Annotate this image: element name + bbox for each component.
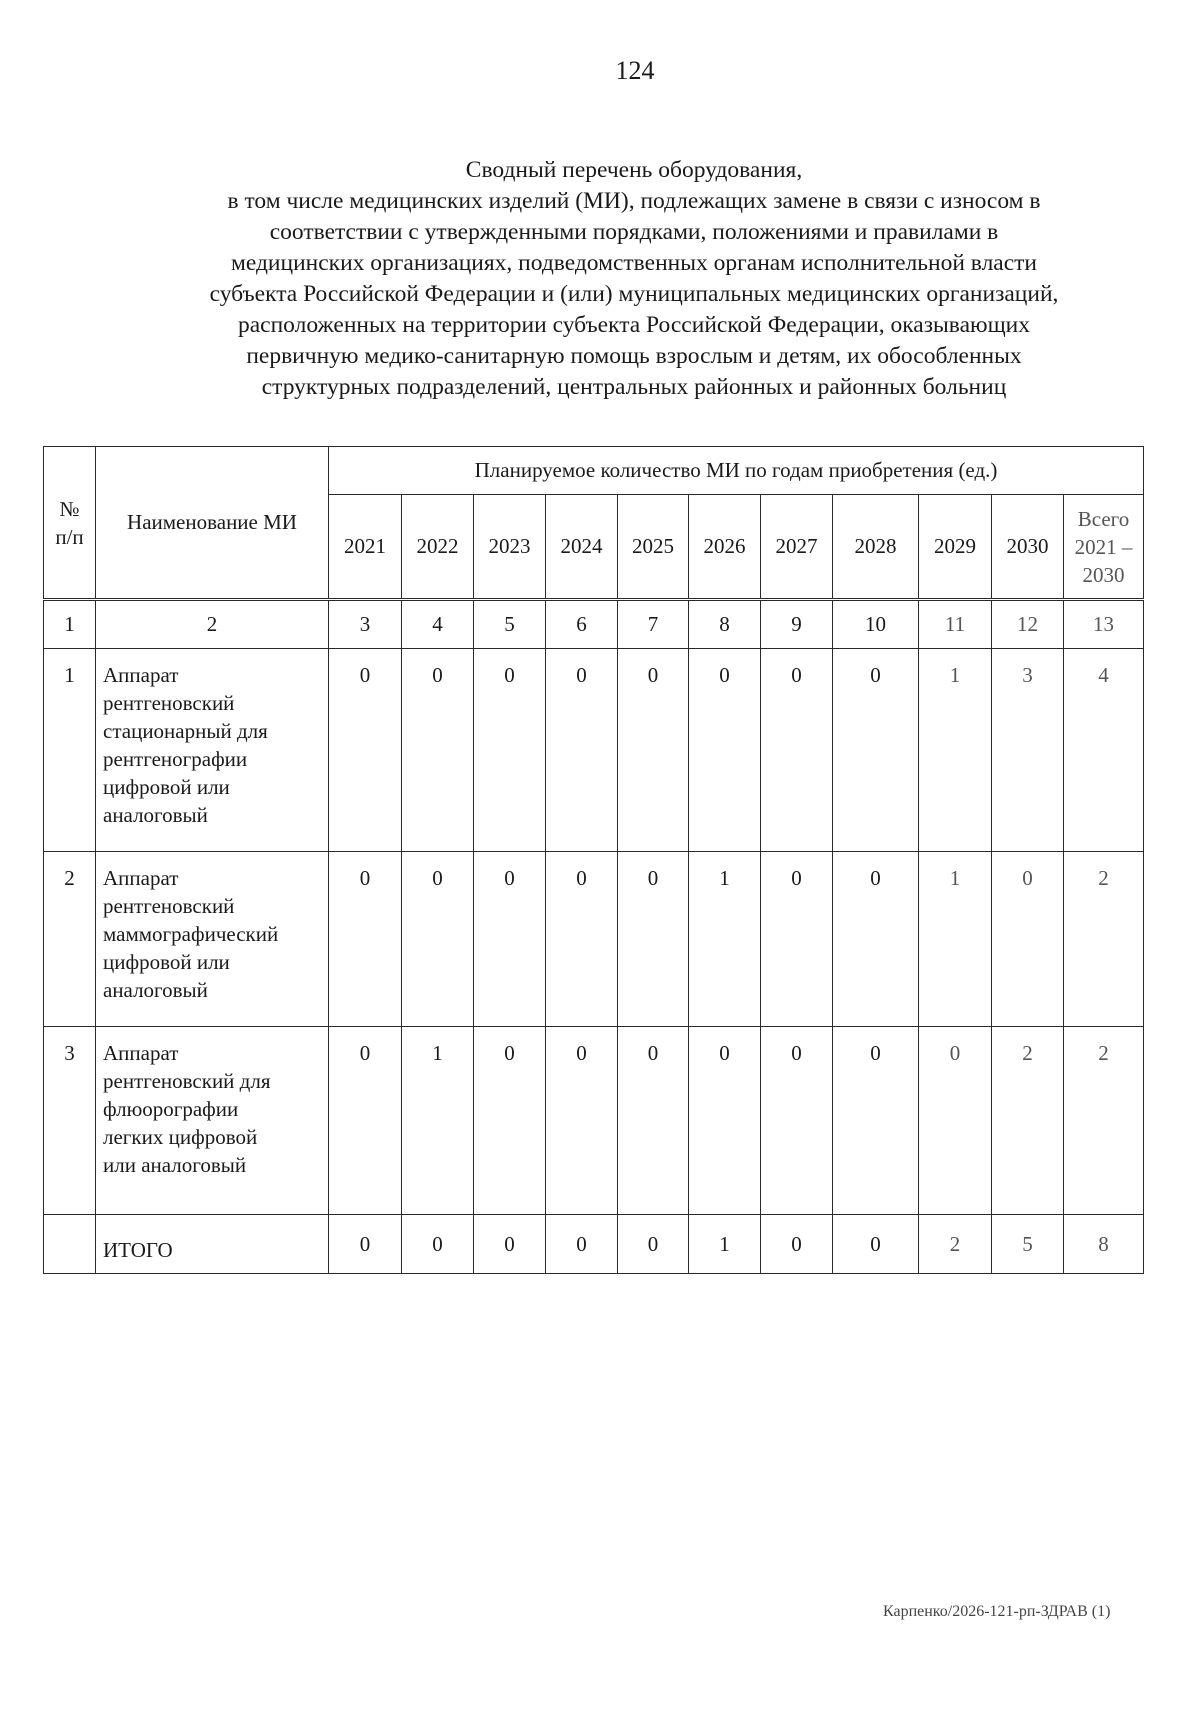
total-year-value: 0: [761, 1215, 833, 1274]
document-title: [80, 155, 1188, 403]
year-value: 0: [761, 649, 833, 852]
row-total: 4: [1064, 649, 1144, 852]
name-line: стационарный для: [103, 719, 268, 743]
header-year: 2025: [618, 495, 689, 600]
name-line: рентгеновский для: [103, 1069, 271, 1093]
year-value: 0: [833, 1027, 919, 1215]
header-year: 2029: [919, 495, 992, 600]
title-line: расположенных на территории субъекта Российской Федерации, оказывающих: [237, 312, 1030, 338]
row-total: 2: [1064, 1027, 1144, 1215]
header-np: [44, 447, 96, 600]
title-line: субъекта Российской Федерации и (или) муниципальных медицинских организаций,: [209, 281, 1059, 307]
row-total: 2: [1064, 852, 1144, 1027]
table-row: [44, 852, 1144, 1027]
row-number: 1: [44, 649, 96, 852]
header-planned: Планируемое количество МИ по годам приобретения (ед.): [329, 447, 1144, 495]
name-line: рентгеновский: [103, 894, 235, 918]
name-line: Аппарат: [103, 663, 179, 687]
total-row-number: [44, 1215, 96, 1274]
total-year-value: 0: [546, 1215, 618, 1274]
year-value: 0: [761, 852, 833, 1027]
year-value: 1: [402, 1027, 474, 1215]
header-np-symbol: №: [59, 496, 80, 521]
year-value: 0: [546, 1027, 618, 1215]
year-value: 0: [402, 649, 474, 852]
year-value: 0: [689, 649, 761, 852]
column-number: 3: [329, 600, 402, 649]
name-line: цифровой или: [103, 950, 230, 974]
column-number: 8: [689, 600, 761, 649]
column-number: 11: [919, 600, 992, 649]
header-year: 2021: [329, 495, 402, 600]
title-line: структурных подразделений, центральных районных и районных больниц: [261, 374, 1007, 400]
total-year-value: 5: [992, 1215, 1064, 1274]
name-line: флюорографии: [103, 1097, 239, 1121]
year-value: 0: [329, 649, 402, 852]
year-value: 0: [329, 1027, 402, 1215]
year-value: 0: [329, 852, 402, 1027]
row-number: 3: [44, 1027, 96, 1215]
page-number: 124: [615, 56, 655, 85]
header-year: 2024: [546, 495, 618, 600]
year-value: 1: [919, 852, 992, 1027]
total-year-value: 0: [474, 1215, 546, 1274]
header-name: Наименование МИ: [96, 447, 329, 600]
table-row: [44, 1027, 1144, 1215]
year-value: 0: [546, 649, 618, 852]
year-value: 0: [546, 852, 618, 1027]
table-row: [44, 649, 1144, 852]
column-number: 7: [618, 600, 689, 649]
name-line: легких цифровой: [103, 1125, 258, 1149]
equipment-table-wrapper: [43, 446, 1144, 1274]
header-year: 2027: [761, 495, 833, 600]
title-line: первичную медико-санитарную помощь взрослым и детям, их обособленных: [246, 343, 1022, 369]
column-number-row: [44, 600, 1144, 649]
name-line: Аппарат: [103, 1041, 179, 1065]
footer-document-code: Карпенко/2026-121-рп-ЗДРАВ (1): [883, 1603, 1111, 1620]
name-line: маммографический: [103, 922, 279, 946]
total-year-value: 0: [329, 1215, 402, 1274]
header-year: 2030: [992, 495, 1064, 600]
year-value: 1: [689, 852, 761, 1027]
name-line: цифровой или: [103, 775, 230, 799]
year-value: 0: [919, 1027, 992, 1215]
header-total-range-end: 2030: [1082, 562, 1125, 587]
header-total: [1064, 495, 1144, 600]
title-line: Сводный перечень оборудования,: [465, 157, 803, 183]
header-np-label: п/п: [55, 524, 84, 549]
column-number: 2: [96, 600, 329, 649]
total-year-value: 0: [618, 1215, 689, 1274]
year-value: 0: [833, 852, 919, 1027]
year-value: 0: [992, 852, 1064, 1027]
year-value: 0: [474, 852, 546, 1027]
name-line: рентгенографии: [103, 747, 248, 771]
year-value: 2: [992, 1027, 1064, 1215]
year-value: 0: [474, 649, 546, 852]
total-row: [44, 1215, 1144, 1274]
title-line: в том числе медицинских изделий (МИ), подлежащих замене в связи с износом в: [227, 188, 1041, 214]
total-year-value: 2: [919, 1215, 992, 1274]
column-number: 10: [833, 600, 919, 649]
year-value: 1: [919, 649, 992, 852]
name-line: Аппарат: [103, 866, 179, 890]
header-total-label: Всего: [1077, 506, 1130, 531]
column-number: 13: [1064, 600, 1144, 649]
year-value: 0: [618, 1027, 689, 1215]
name-line: рентгеновский: [103, 691, 235, 715]
column-number: 6: [546, 600, 618, 649]
header-year: 2026: [689, 495, 761, 600]
row-item-name: [96, 649, 329, 852]
year-value: 0: [618, 649, 689, 852]
year-value: 0: [833, 649, 919, 852]
header-year: 2023: [474, 495, 546, 600]
header-year: 2022: [402, 495, 474, 600]
year-value: 0: [474, 1027, 546, 1215]
title-line: медицинских организациях, подведомственных органам исполнительной власти: [230, 250, 1038, 276]
total-year-value: 0: [833, 1215, 919, 1274]
column-number: 5: [474, 600, 546, 649]
name-line: аналоговый: [103, 803, 208, 827]
column-number: 9: [761, 600, 833, 649]
name-line: аналоговый: [103, 978, 208, 1002]
total-label: ИТОГО: [96, 1215, 329, 1274]
column-number: 4: [402, 600, 474, 649]
year-value: 0: [402, 852, 474, 1027]
row-item-name: [96, 1027, 329, 1215]
title-line: соответствии с утвержденными порядками, положениями и правилами в: [269, 219, 999, 245]
row-number: 2: [44, 852, 96, 1027]
table-header-row: [44, 447, 1144, 495]
year-value: 0: [689, 1027, 761, 1215]
year-value: 3: [992, 649, 1064, 852]
header-total-range-start: 2021 –: [1074, 534, 1133, 559]
column-number: 1: [44, 600, 96, 649]
column-number: 12: [992, 600, 1064, 649]
name-line: или аналоговый: [103, 1153, 247, 1177]
grand-total: 8: [1064, 1215, 1144, 1274]
year-value: 0: [618, 852, 689, 1027]
equipment-table: [43, 446, 1144, 1274]
total-year-value: 1: [689, 1215, 761, 1274]
row-item-name: [96, 852, 329, 1027]
header-year: 2028: [833, 495, 919, 600]
total-year-value: 0: [402, 1215, 474, 1274]
year-value: 0: [761, 1027, 833, 1215]
